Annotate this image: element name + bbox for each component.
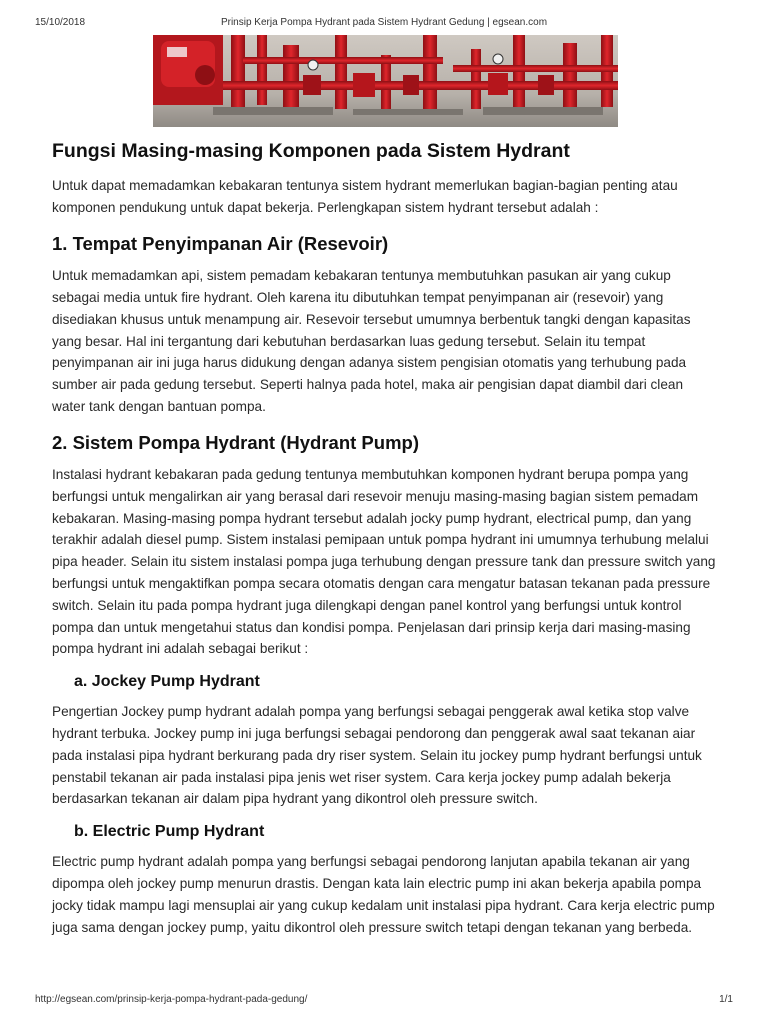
subsection-electric-title: b. Electric Pump Hydrant xyxy=(74,823,265,841)
section-reservoir-body: Untuk memadamkan api, sistem pemadam kebakaran tentunya membutuhkan pasukan air yang cukup sebagai media untuk fire hydrant. Oleh karena itu dibutuhkan tempat penyimpanan air (resevoir) yang disediakan khusus untuk menampung air. Resevoir tersebut umumnya berbentuk tangki dengan kapasitas yang besar. Hal ini tergantung dari kebutuhan berdasarkan luas gedung tersebut. Selain itu tempat penyimpanan air ini juga harus didukung dengan adanya sistem pengisian otomatis yang terhubung pada sumber air pada gedung tersebut. Seperti halnya pada hotel, maka air pengisian dapat diambil dari clean water tank dengan bantuan pompa. xyxy=(52,268,691,414)
article-heading: Fungsi Masing-masing Komponen pada Sistem Hydrant xyxy=(52,140,570,162)
subsection-jockey-body: Pengertian Jockey pump hydrant adalah pompa yang berfungsi sebagai penggerak awal ketika stop valve hydrant terbuka. Jockey pump ini juga berfungsi sebagai pendorong dan penggerak awal saat tekanan aiar pada instalasi pipa hydrant berkurang pada dry riser system. Selain itu jockey pump hydrant berfungsi untuk penstabil tekanan air pada instalasi pipa jenis wet riser system. Cara kerja jockey pump adalah bekerja berdasarkan tekanan air dalam pipa hydrant yang dikontrol oleh pressure switch. xyxy=(52,704,702,807)
section-pump-body: Instalasi hydrant kebakaran pada gedung tentunya membutuhkan komponen hydrant berupa pompa yang berfungsi untuk mengalirkan air yang berasal dari resevoir menuju masing-masing bagian sistem pemadam kebakaran. Masing-masing pompa hydrant tersebut adalah jocky pump hydrant, electrical pump, dan yang terakhir adalah diesel pump. Sistem instalasi pemipaan untuk pompa hydrant ini umumnya terhubung melalui pipa header. Selain itu sistem instalasi pompa juga terhubung dengan pressure tank dan pressure switch yang berfungsi untuk mengaktifkan pompa secara otomatis dengan cara mengatur batasan tekanan pada pressure switch. Selain itu pada pompa hydrant juga dilengkapi dengan panel kontrol yang berfungsi untuk kontrol pompa dan untuk mengetahui status dan kondisi pompa. Penjelasan dari prinsip kerja dari masing-masing pompa hydrant ini adalah sebagai berikut : xyxy=(52,466,716,657)
hydrant-pump-room-photo xyxy=(153,35,618,127)
article-content xyxy=(52,140,716,939)
subsection-jockey-title: a. Jockey Pump Hydrant xyxy=(74,673,260,691)
print-page-number: 1/1 xyxy=(719,994,733,1005)
print-page-title: Prinsip Kerja Pompa Hydrant pada Sistem Hydrant Gedung | egsean.com xyxy=(220,17,548,28)
subsection-electric-body: Electric pump hydrant adalah pompa yang berfungsi sebagai pendorong lanjutan apabila tekanan air yang dipompa oleh jockey pump menurun drastis. Dengan kata lain electric pump ini akan bekerja apabila pompa jocky tidak mampu lagi mensuplai air yang cukup kedalam unit instalasi pipa hydrant. Cara kerja electric pump juga sama dengan jockey pump, yaitu dikontrol oleh pressure switch tetapi dengan tekanan yang berbeda. xyxy=(52,854,715,935)
article-intro: Untuk dapat memadamkan kebakaran tentunya sistem hydrant memerlukan bagian-bagian penting atau komponen pendukung untuk dapat bekerja. Perlengkapan sistem hydrant tersebut adalah : xyxy=(52,178,678,216)
print-footer xyxy=(35,994,733,1008)
print-url: http://egsean.com/prinsip-kerja-pompa-hydrant-pada-gedung/ xyxy=(35,994,308,1005)
section-pump-title: 2. Sistem Pompa Hydrant (Hydrant Pump) xyxy=(52,431,419,453)
print-date: 15/10/2018 xyxy=(35,17,86,28)
section-reservoir-title: 1. Tempat Penyimpanan Air (Resevoir) xyxy=(52,232,389,254)
print-header xyxy=(35,17,733,31)
